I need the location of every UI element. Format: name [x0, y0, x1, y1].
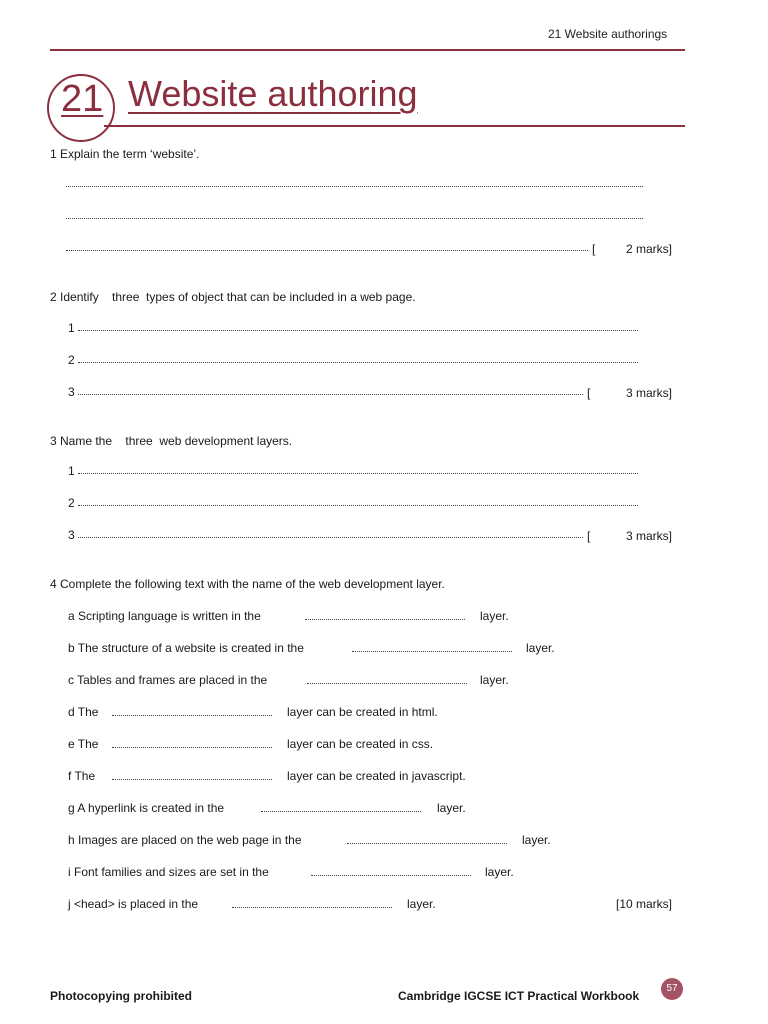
line-number: 1 [68, 321, 75, 335]
fill-blank[interactable] [261, 811, 421, 812]
answer-line[interactable] [66, 186, 643, 187]
title-rule [104, 125, 685, 127]
fill-item-before: g A hyperlink is created in the [68, 801, 225, 815]
running-head: 21 Website authorings [548, 27, 668, 41]
line-number: 1 [68, 464, 75, 478]
question-3-marks: 3 marks] [626, 529, 673, 543]
question-4-text: 4 Complete the following text with the name of the web development layer. [50, 577, 445, 591]
fill-item-after: layer can be created in css. [287, 737, 434, 751]
fill-item-before: b The structure of a website is created in the [68, 641, 304, 655]
fill-item-after: layer. [437, 801, 466, 815]
fill-item-before: d The [68, 705, 99, 719]
fill-item-after: layer can be created in html. [287, 705, 438, 719]
answer-line[interactable] [78, 505, 638, 506]
fill-item-before: a Scripting language is written in the [68, 609, 261, 623]
question-1-marks: 2 marks] [626, 242, 673, 256]
answer-line[interactable] [66, 218, 643, 219]
fill-item-after: layer. [480, 673, 509, 687]
line-number: 3 [68, 528, 75, 542]
marks-open-bracket: [ [587, 529, 591, 543]
answer-line[interactable] [66, 250, 588, 251]
fill-blank[interactable] [311, 875, 471, 876]
fill-item-after: layer. [522, 833, 551, 847]
header-rule [50, 49, 685, 51]
marks-open-bracket: [ [592, 242, 596, 256]
fill-blank[interactable] [352, 651, 512, 652]
fill-item-after: layer. [407, 897, 436, 911]
fill-blank[interactable] [347, 843, 507, 844]
fill-blank[interactable] [307, 683, 467, 684]
answer-line[interactable] [78, 473, 638, 474]
fill-item-before: j <head> is placed in the [68, 897, 199, 911]
footer-left-text: Photocopying prohibited [50, 989, 192, 1003]
fill-item-after: layer can be created in javascript. [287, 769, 466, 783]
fill-item-before: f The [68, 769, 96, 783]
fill-item-before: e The [68, 737, 99, 751]
fill-item-before: h Images are placed on the web page in the [68, 833, 302, 847]
answer-line[interactable] [78, 362, 638, 363]
marks-open-bracket: [ [587, 386, 591, 400]
fill-blank[interactable] [112, 715, 272, 716]
question-3-text: 3 Name the three web development layers. [50, 434, 293, 448]
chapter-title: Website authoring [128, 73, 418, 114]
question-2-marks: 3 marks] [626, 386, 673, 400]
fill-item-before: c Tables and frames are placed in the [68, 673, 268, 687]
fill-item-after: layer. [480, 609, 509, 623]
footer-book-title: Cambridge IGCSE ICT Practical Workbook [398, 989, 640, 1003]
question-2-text: 2 Identify three types of object that can be included in a web page. [50, 290, 416, 304]
fill-blank[interactable] [112, 779, 272, 780]
line-number: 2 [68, 353, 75, 367]
line-number: 3 [68, 385, 75, 399]
question-1-text: 1 Explain the term ‘website’. [50, 147, 200, 161]
fill-blank[interactable] [232, 907, 392, 908]
answer-line[interactable] [78, 537, 583, 538]
line-number: 2 [68, 496, 75, 510]
chapter-number: 21 [61, 78, 104, 120]
fill-item-before: i Font families and sizes are set in the [68, 865, 269, 879]
question-4-marks: [10 marks] [616, 897, 673, 911]
answer-line[interactable] [78, 330, 638, 331]
fill-blank[interactable] [112, 747, 272, 748]
fill-blank[interactable] [305, 619, 465, 620]
answer-line[interactable] [78, 394, 583, 395]
fill-item-after: layer. [526, 641, 555, 655]
page-number-badge: 57 [661, 978, 683, 1000]
fill-item-after: layer. [485, 865, 514, 879]
